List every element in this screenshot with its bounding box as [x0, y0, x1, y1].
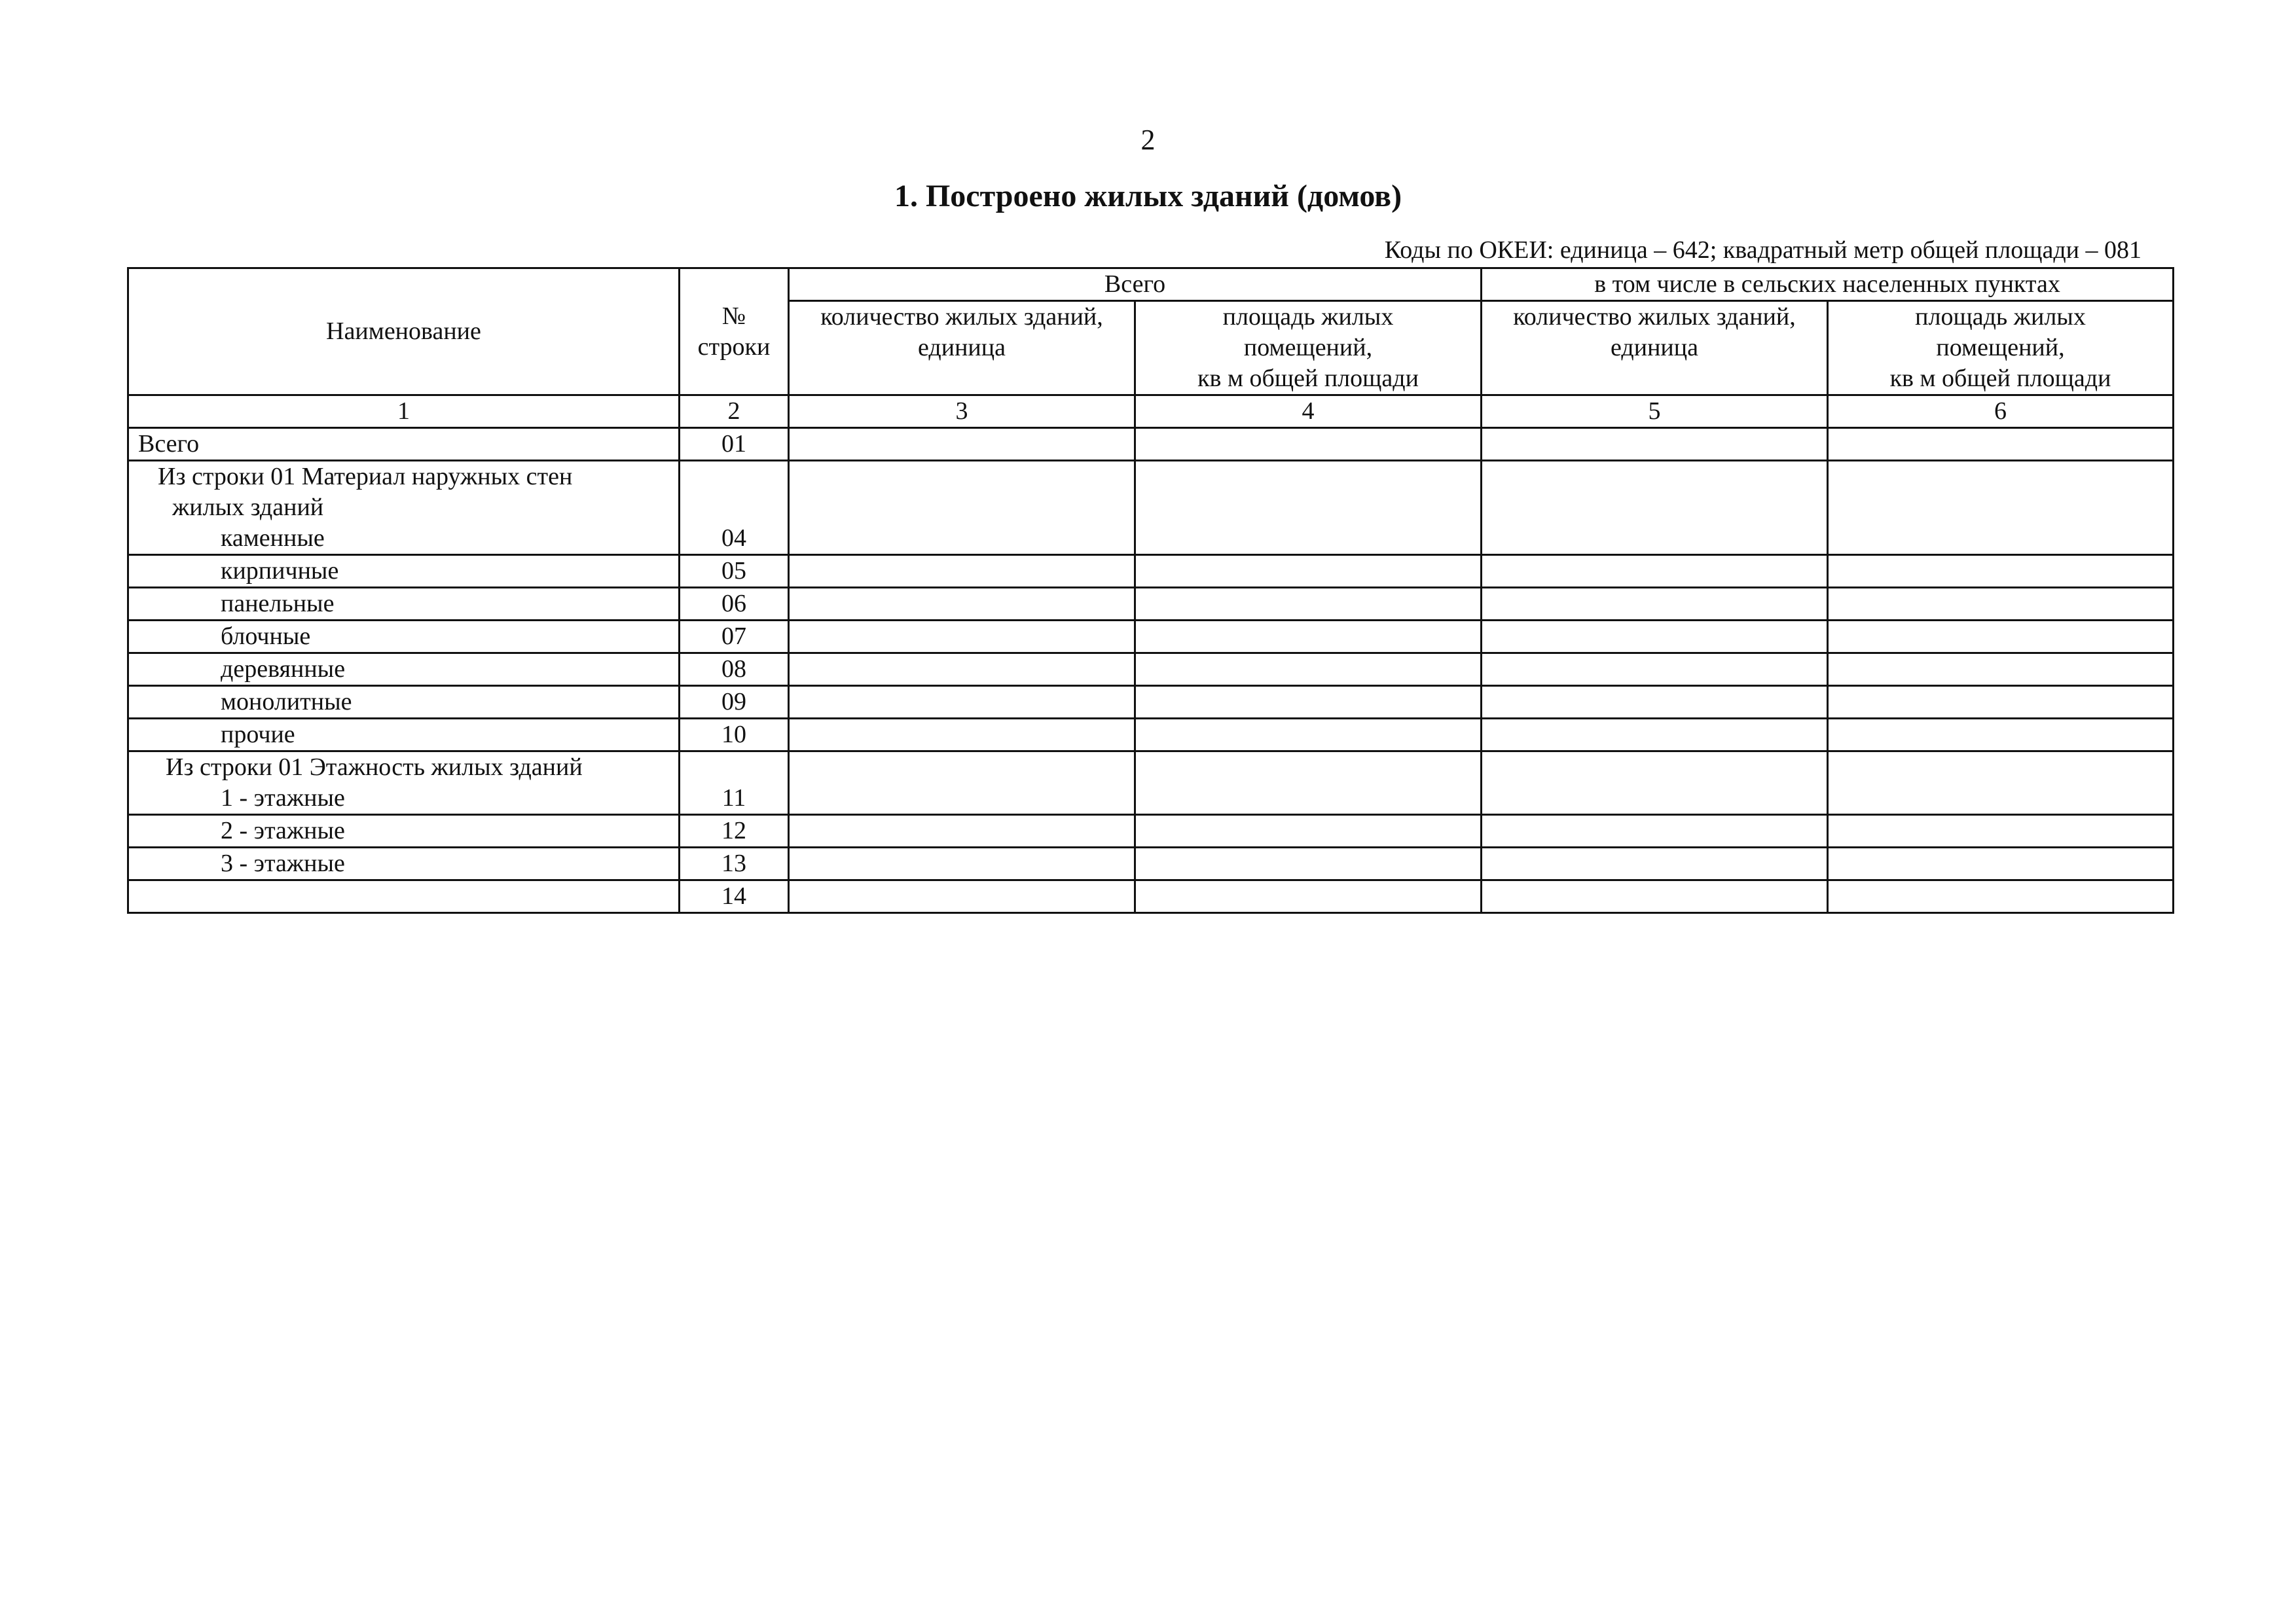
value-cell[interactable] [789, 461, 1135, 555]
header-col6-line1: площадь жилых [1915, 303, 2086, 331]
page-title: 1. Построено жилых зданий (домов) [894, 179, 1402, 213]
table-row [128, 621, 2174, 653]
table-row [128, 461, 2174, 555]
table-row [128, 686, 2174, 719]
value-cell[interactable] [1482, 815, 1828, 848]
value-cell[interactable] [1135, 555, 1482, 588]
header-col3-line1: количество жилых зданий, [820, 303, 1103, 331]
table-row [128, 751, 2174, 815]
value-cell[interactable] [1482, 428, 1828, 461]
value-cell[interactable] [1482, 880, 1828, 913]
header-col4-line1: площадь жилых [1222, 303, 1394, 331]
column-number: 5 [1482, 395, 1828, 428]
value-cell[interactable] [1482, 588, 1828, 621]
header-col6-line3: кв м общей площади [1889, 365, 2111, 392]
header-col4 [1135, 301, 1482, 395]
value-cell[interactable] [1135, 653, 1482, 686]
row-code: 07 [680, 621, 789, 653]
value-cell[interactable] [1135, 815, 1482, 848]
value-cell[interactable] [1135, 751, 1482, 815]
header-row-number-sign: № [721, 302, 746, 330]
value-cell[interactable] [1828, 848, 2174, 880]
value-cell[interactable] [789, 428, 1135, 461]
header-col5 [1482, 301, 1828, 395]
value-cell[interactable] [1482, 653, 1828, 686]
value-cell[interactable] [1482, 719, 1828, 751]
header-rural: в том числе в сельских населенных пунктах [1482, 268, 2174, 301]
header-col6-line2: помещений, [1936, 334, 2065, 361]
column-number: 1 [128, 395, 680, 428]
header-col5-line2: единица [1611, 334, 1698, 361]
row-code: 06 [680, 588, 789, 621]
column-number: 2 [680, 395, 789, 428]
column-number: 3 [789, 395, 1135, 428]
value-cell[interactable] [1482, 555, 1828, 588]
value-cell[interactable] [789, 653, 1135, 686]
value-cell[interactable] [1828, 588, 2174, 621]
row-name: деревянные [128, 653, 680, 686]
row-code: 05 [680, 555, 789, 588]
table-row [128, 428, 2174, 461]
header-col4-line3: кв м общей площади [1197, 365, 1419, 392]
row-name: 2 - этажные [128, 815, 680, 848]
row-name: кирпичные [128, 555, 680, 588]
table-row [128, 653, 2174, 686]
row-code: 13 [680, 848, 789, 880]
row-code: 11 [680, 751, 789, 815]
value-cell[interactable] [1135, 719, 1482, 751]
value-cell[interactable] [789, 848, 1135, 880]
value-cell[interactable] [789, 686, 1135, 719]
value-cell[interactable] [1828, 461, 2174, 555]
value-cell[interactable] [1482, 461, 1828, 555]
value-cell[interactable] [1135, 686, 1482, 719]
value-cell[interactable] [789, 588, 1135, 621]
buildings-table [127, 267, 2174, 914]
value-cell[interactable] [1828, 815, 2174, 848]
value-cell[interactable] [1135, 461, 1482, 555]
header-name-label: Наименование [326, 317, 481, 345]
row-name: 3 - этажные [128, 848, 680, 880]
row-code: 01 [680, 428, 789, 461]
value-cell[interactable] [1828, 686, 2174, 719]
row-name-1-floor: 1 - этажные [221, 784, 345, 812]
value-cell[interactable] [1828, 719, 2174, 751]
header-row-number [680, 268, 789, 395]
value-cell[interactable] [789, 751, 1135, 815]
value-cell[interactable] [1135, 880, 1482, 913]
header-col3 [789, 301, 1135, 395]
value-cell[interactable] [789, 555, 1135, 588]
header-total: Всего [789, 268, 1482, 301]
column-numbers-row [128, 395, 2174, 428]
header-name [128, 268, 680, 395]
value-cell[interactable] [1135, 428, 1482, 461]
value-cell[interactable] [1135, 621, 1482, 653]
row-name [128, 751, 680, 815]
table-header-row [128, 268, 2174, 301]
value-cell[interactable] [1828, 621, 2174, 653]
row-name: Всего [128, 428, 680, 461]
table-row [128, 588, 2174, 621]
table-row [128, 848, 2174, 880]
header-col3-line2: единица [918, 334, 1006, 361]
okei-codes-line: Коды по ОКЕИ: единица – 642; квадратный метр общей площади – 081 [1384, 236, 2141, 264]
value-cell[interactable] [789, 815, 1135, 848]
row-name: прочие [128, 719, 680, 751]
floors-heading: Из строки 01 Этажность жилых зданий [166, 753, 583, 781]
value-cell[interactable] [789, 621, 1135, 653]
table-row [128, 880, 2174, 913]
row-code: 04 [680, 461, 789, 555]
value-cell[interactable] [1828, 653, 2174, 686]
value-cell[interactable] [789, 719, 1135, 751]
value-cell[interactable] [1135, 848, 1482, 880]
row-code: 10 [680, 719, 789, 751]
page-number: 2 [1140, 124, 1156, 156]
table-row [128, 719, 2174, 751]
material-heading-line2: жилых зданий [172, 494, 324, 521]
row-name [128, 461, 680, 555]
header-col4-line2: помещений, [1243, 334, 1373, 361]
value-cell[interactable] [789, 880, 1135, 913]
row-name: монолитные [128, 686, 680, 719]
header-col6 [1828, 301, 2174, 395]
column-number: 6 [1828, 395, 2174, 428]
row-name: блочные [128, 621, 680, 653]
value-cell[interactable] [1482, 848, 1828, 880]
row-code: 09 [680, 686, 789, 719]
value-cell[interactable] [1135, 588, 1482, 621]
row-name: панельные [128, 588, 680, 621]
value-cell[interactable] [1828, 880, 2174, 913]
header-col5-line1: количество жилых зданий, [1513, 303, 1796, 331]
header-row-number-label: строки [697, 333, 771, 361]
value-cell[interactable] [1828, 428, 2174, 461]
value-cell[interactable] [1482, 686, 1828, 719]
material-heading-line1: Из строки 01 Материал наружных стен [158, 463, 573, 490]
row-name-kamennye: каменные [221, 524, 325, 552]
row-name[interactable] [128, 880, 680, 913]
row-code: 12 [680, 815, 789, 848]
table-row [128, 555, 2174, 588]
value-cell[interactable] [1828, 751, 2174, 815]
row-code: 14 [680, 880, 789, 913]
value-cell[interactable] [1482, 751, 1828, 815]
table-row [128, 815, 2174, 848]
value-cell[interactable] [1828, 555, 2174, 588]
row-code: 08 [680, 653, 789, 686]
column-number: 4 [1135, 395, 1482, 428]
value-cell[interactable] [1482, 621, 1828, 653]
